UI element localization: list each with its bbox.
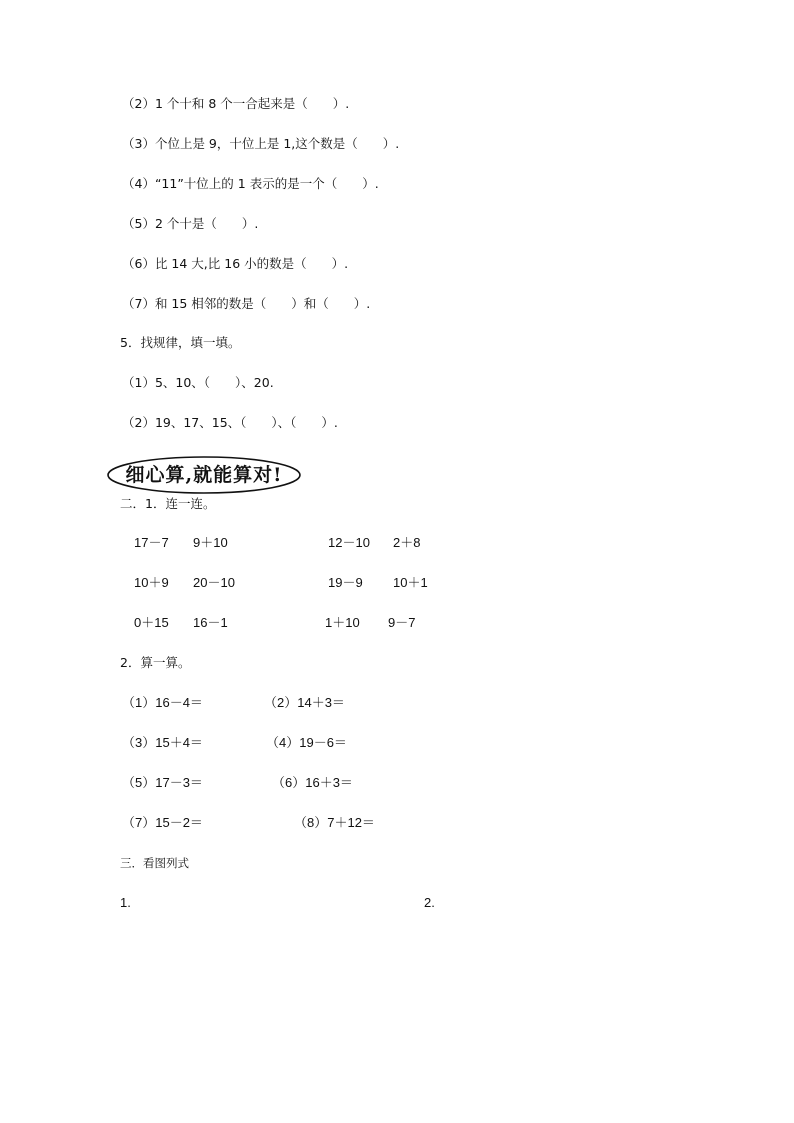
calc-item: （2）14＋3＝	[264, 695, 345, 710]
question-4-3: （3）个位上是 9，十位上是 1,这个数是（ ）.	[122, 136, 400, 151]
calc-item: （3）15＋4＝	[122, 735, 203, 750]
figure-label-1: 1.	[120, 895, 131, 910]
part-3-title: 三．看图列式	[120, 856, 189, 870]
match-item: 17－7	[134, 535, 169, 550]
calc-item: （4）19－6＝	[266, 735, 347, 750]
question-5-2: （2）19、17、15、（ ）、（ ）.	[122, 415, 338, 430]
match-item: 20－10	[193, 575, 235, 590]
question-5-1: （1）5、10、（ ）、20.	[122, 375, 274, 390]
calc-item: （5）17－3＝	[122, 775, 203, 790]
calc-item: （1）16－4＝	[122, 695, 203, 710]
match-item: 19－9	[328, 575, 363, 590]
question-4-7: （7）和 15 相邻的数是（ ）和（ ）.	[122, 296, 371, 311]
calc-item: （6）16＋3＝	[272, 775, 353, 790]
question-4-6: （6）比 14 大,比 16 小的数是（ ）.	[122, 256, 349, 271]
match-item: 10＋9	[134, 575, 169, 590]
calc-title: 2．算一算。	[120, 655, 191, 670]
match-item: 9＋10	[193, 535, 228, 550]
match-item: 2＋8	[393, 535, 421, 550]
match-item: 16－1	[193, 615, 228, 630]
match-item: 9－7	[388, 615, 416, 630]
figure-label-2: 2.	[424, 895, 435, 910]
question-4-5: （5）2 个十是（ ）.	[122, 216, 259, 231]
banner-badge	[106, 455, 302, 495]
calc-item: （7）15－2＝	[122, 815, 203, 830]
part-2-title: 二．1．连一连。	[120, 496, 216, 511]
section-5-title: 5．找规律，填一填。	[120, 335, 241, 350]
match-item: 12－10	[328, 535, 370, 550]
match-item: 0＋15	[134, 615, 169, 630]
match-item: 10＋1	[393, 575, 428, 590]
banner-text: 细心算,就能算对!	[125, 464, 283, 486]
match-item: 1＋10	[325, 615, 360, 630]
question-4-4: （4）“11”十位上的 1 表示的是一个（ ）.	[122, 176, 379, 191]
question-4-2: （2）1 个十和 8 个一合起来是（ ）.	[122, 96, 350, 111]
calc-item: （8）7＋12＝	[294, 815, 375, 830]
